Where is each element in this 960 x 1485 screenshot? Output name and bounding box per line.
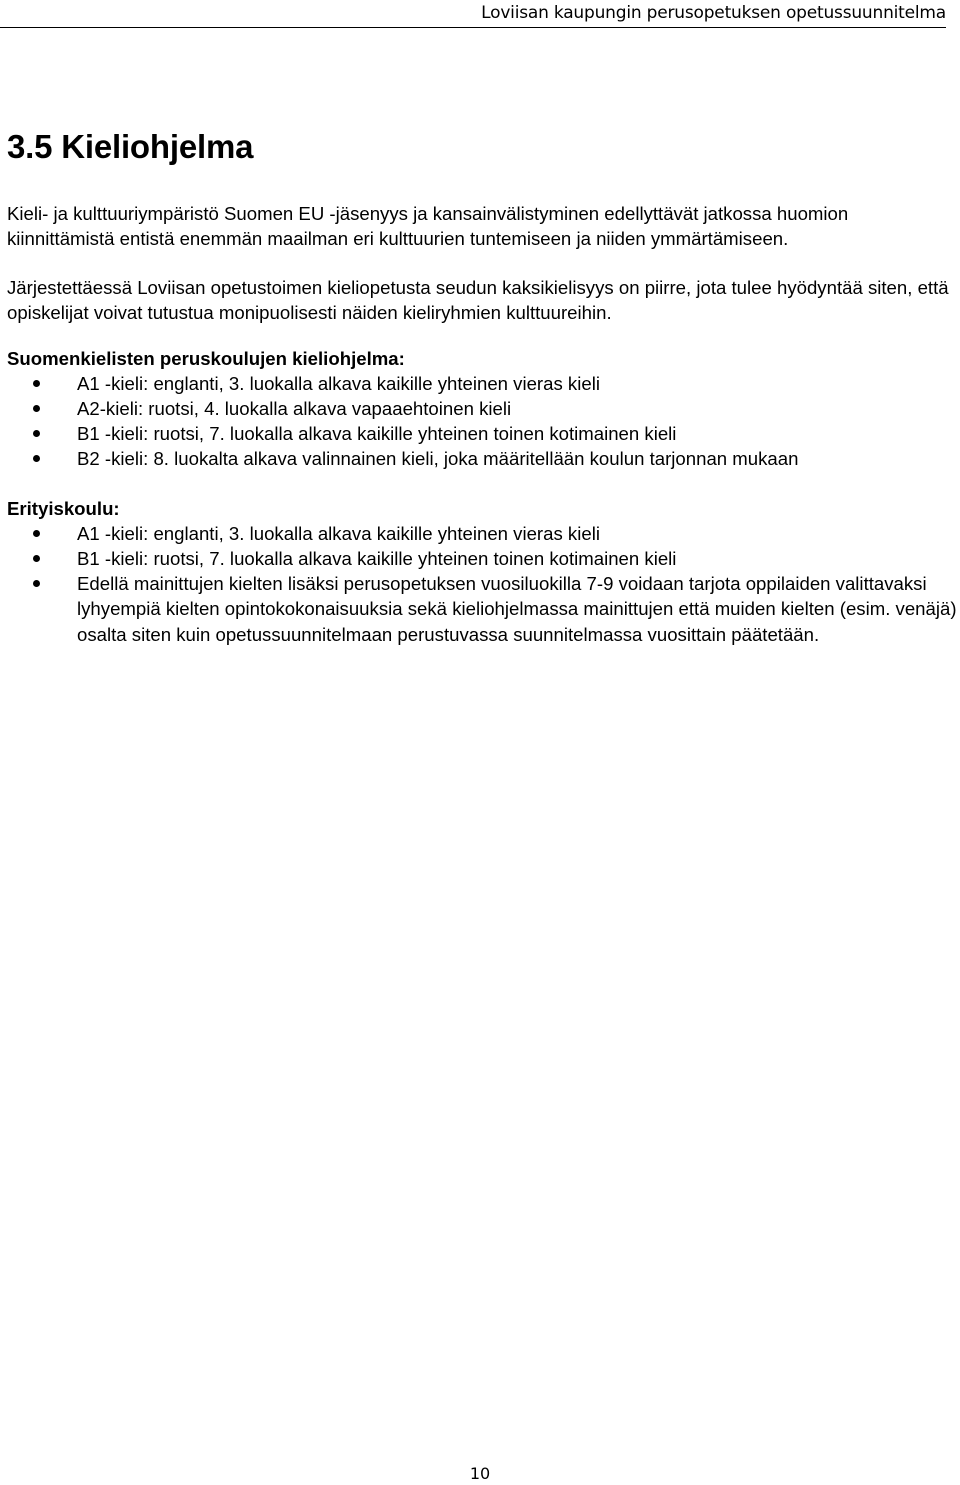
list-item-text: B1 -kieli: ruotsi, 7. luokalla alkava kaikille yhteinen toinen kotimainen kieli [77, 423, 677, 444]
running-header [0, 0, 946, 28]
list-item-text: A1 -kieli: englanti, 3. luokalla alkava kaikille yhteinen vieras kieli [77, 523, 600, 544]
list-item-text: Edellä mainittujen kielten lisäksi perusopetuksen vuosiluokilla 7-9 voidaan tarjota oppilaiden valittavaksi lyhyempiä kielten opintokokonaisuuksia sekä kieliohjelmassa mainittujen että muiden kielten (esim. venäjä) osalta siten kuin opetussuunnitelmaan perustuvassa suunnitelmassa vuosittain päätetään. [77, 573, 957, 645]
list-item [7, 546, 957, 571]
bullet-icon [33, 455, 40, 462]
bullet-icon [33, 380, 40, 387]
list-item [7, 521, 957, 546]
list-item-text: B1 -kieli: ruotsi, 7. luokalla alkava kaikille yhteinen toinen kotimainen kieli [77, 548, 677, 569]
list-item [7, 371, 957, 396]
intro-paragraph: Kieli- ja kulttuuriympäristö Suomen EU -jäsenyys ja kansainvälistyminen edellyttävät jatkossa huomion kiinnittämistä entistä enemmän maailman eri kulttuurien tuntemiseen ja niiden ymmärtämiseen. [7, 203, 849, 249]
bullet-icon [33, 530, 40, 537]
list-item [7, 446, 957, 471]
section-title: 3.5 Kieliohjelma [7, 128, 254, 165]
bilingualism-paragraph: Järjestettäessä Loviisan opetustoimen kieliopetusta seudun kaksikielisyys on piirre, jota tulee hyödyntää siten, että opiskelijat voivat tutustua monipuolisesti näiden kieliryhmien kulttuureihin. [7, 277, 949, 323]
bullet-icon [33, 405, 40, 412]
page-content [7, 127, 957, 647]
list-item [7, 421, 957, 446]
special-school-heading: Erityiskoulu: [7, 498, 120, 519]
special-school-list [7, 521, 957, 647]
list-item-text: A2-kieli: ruotsi, 4. luokalla alkava vapaaehtoinen kieli [77, 398, 512, 419]
finnish-schools-heading: Suomenkielisten peruskoulujen kieliohjelma: [7, 348, 405, 369]
list-item [7, 396, 957, 421]
list-item [7, 571, 957, 647]
bullet-icon [33, 580, 40, 587]
bullet-icon [33, 555, 40, 562]
running-header-title: Loviisan kaupungin perusopetuksen opetussuunnitelma [481, 3, 946, 23]
list-item-text: B2 -kieli: 8. luokalta alkava valinnainen kieli, joka määritellään koulun tarjonnan mukaan [77, 448, 799, 469]
bullet-icon [33, 430, 40, 437]
list-item-text: A1 -kieli: englanti, 3. luokalla alkava kaikille yhteinen vieras kieli [77, 373, 600, 394]
finnish-schools-list [7, 371, 957, 471]
page-number: 10 [469, 1464, 491, 1483]
